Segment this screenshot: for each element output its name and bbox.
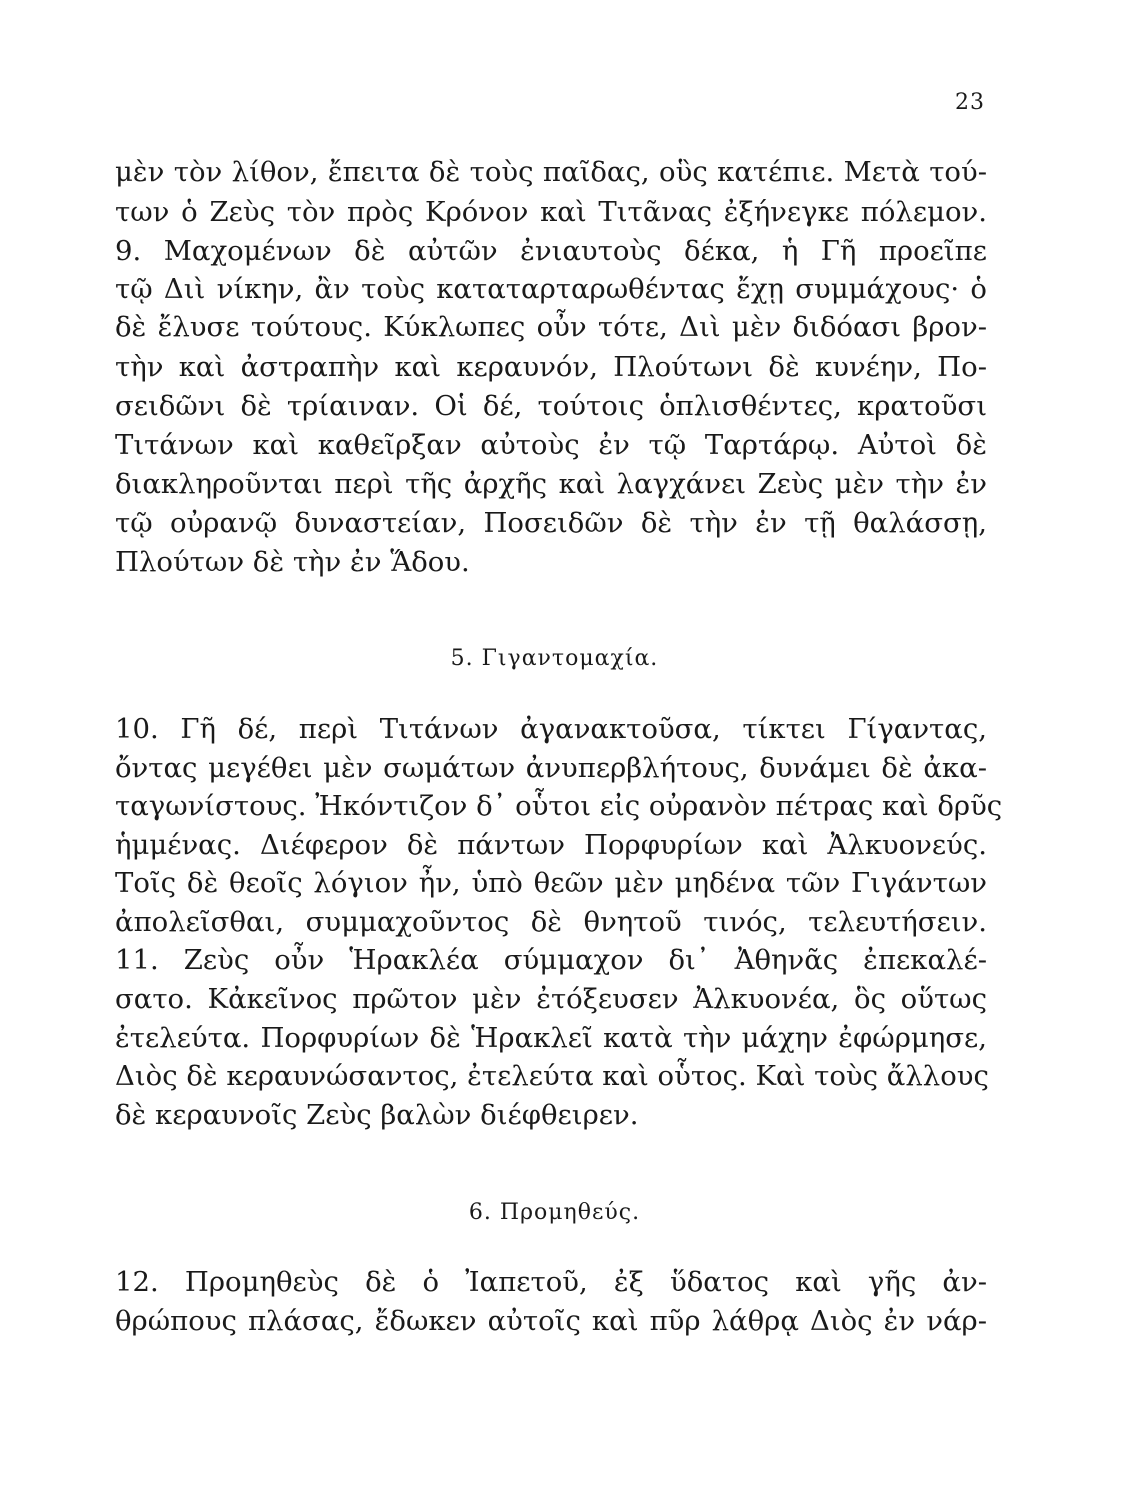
text-line: τὴν καὶ ἀστραπὴν καὶ κεραυνόν, Πλούτωνι δὲ κυνέην, Πο- [115,351,987,383]
text-line: διακληροῦνται περὶ τῆς ἀρχῆς καὶ λαγχάνει Ζεὺς μὲν τὴν ἐν [115,468,987,500]
text-line: Διὸς δὲ κεραυνώσαντος, ἐτελεύτα καὶ οὗτος. Καὶ τοὺς ἄλλους [115,1060,989,1092]
page-number: 23 [955,90,985,115]
text-line: ἡμμένας. Διέφερον δὲ πάντων Πορφυρίων καὶ Ἀλκυονεύς. [115,829,987,861]
text-line: μὲν τὸν λίθον, ἔπειτα δὲ τοὺς παῖδας, οὓς κατέπιε. Μετὰ τού- [115,156,987,188]
section-heading: 6. Προμηθεύς. [468,1200,641,1225]
text-line: 12. Προμηθεὺς δὲ ὁ Ἰαπετοῦ, ἐξ ὕδατος καὶ γῆς ἀν- [115,1266,987,1298]
text-line: Πλούτων δὲ τὴν ἐν Ἅδου. [115,546,470,578]
text-line: Τιτάνων καὶ καθεῖρξαν αὐτοὺς ἐν τῷ Ταρτάρῳ. Αὐτοὶ δὲ [115,429,987,461]
text-line: ἐτελεύτα. Πορφυρίων δὲ Ἡρακλεῖ κατὰ τὴν μάχην ἐφώρμησε, [115,1022,987,1054]
text-line: 9. Μαχομένων δὲ αὐτῶν ἐνιαυτοὺς δέκα, ἡ Γῆ προεῖπε [115,235,987,267]
text-line: θρώπους πλάσας, ἔδωκεν αὐτοῖς καὶ πῦρ λάθρᾳ Διὸς ἐν νάρ- [115,1305,987,1337]
text-line: Τοῖς δὲ θεοῖς λόγιον ἦν, ὑπὸ θεῶν μὲν μηδένα τῶν Γιγάντων [115,867,987,899]
text-line: δὲ ἔλυσε τούτους. Κύκλωπες οὖν τότε, Διὶ μὲν διδόασι βρον- [115,311,987,343]
text-line: τῷ οὐρανῷ δυναστείαν, Ποσειδῶν δὲ τὴν ἐν τῇ θαλάσσῃ, [115,507,987,539]
text-line: 10. Γῆ δέ, περὶ Τιτάνων ἀγανακτοῦσα, τίκτει Γίγαντας, [115,713,987,745]
text-line: σατο. Κἀκεῖνος πρῶτον μὲν ἐτόξευσεν Ἀλκυονέα, ὃς οὕτως [115,983,987,1015]
text-line: σειδῶνι δὲ τρίαιναν. Οἱ δέ, τούτοις ὁπλισθέντες, κρατοῦσι [115,390,987,422]
section-heading: 5. Γιγαντομαχία. [450,646,659,671]
text-line: τῷ Διὶ νίκην, ἂν τοὺς καταταρταρωθέντας ἔχῃ συμμάχους· ὁ [115,273,987,305]
text-line: δὲ κεραυνοῖς Ζεὺς βαλὼν διέφθειρεν. [115,1099,639,1131]
text-line: ὄντας μεγέθει μὲν σωμάτων ἀνυπερβλήτους, δυνάμει δὲ ἀκα- [115,752,987,784]
text-line: 11. Ζεὺς οὖν Ἡρακλέα σύμμαχον δι᾿ Ἀθηνᾶς ἐπεκαλέ- [115,944,987,976]
text-line: ἀπολεῖσθαι, συμμαχοῦντος δὲ θνητοῦ τινός, τελευτήσειν. [115,906,987,938]
text-line: των ὁ Ζεὺς τὸν πρὸς Κρόνον καὶ Τιτᾶνας ἐξήνεγκε πόλεμον. [115,196,987,228]
text-line: ταγωνίστους. Ἠκόντιζον δ᾿ οὗτοι εἰς οὐρανὸν πέτρας καὶ δρῦς [115,790,1003,822]
